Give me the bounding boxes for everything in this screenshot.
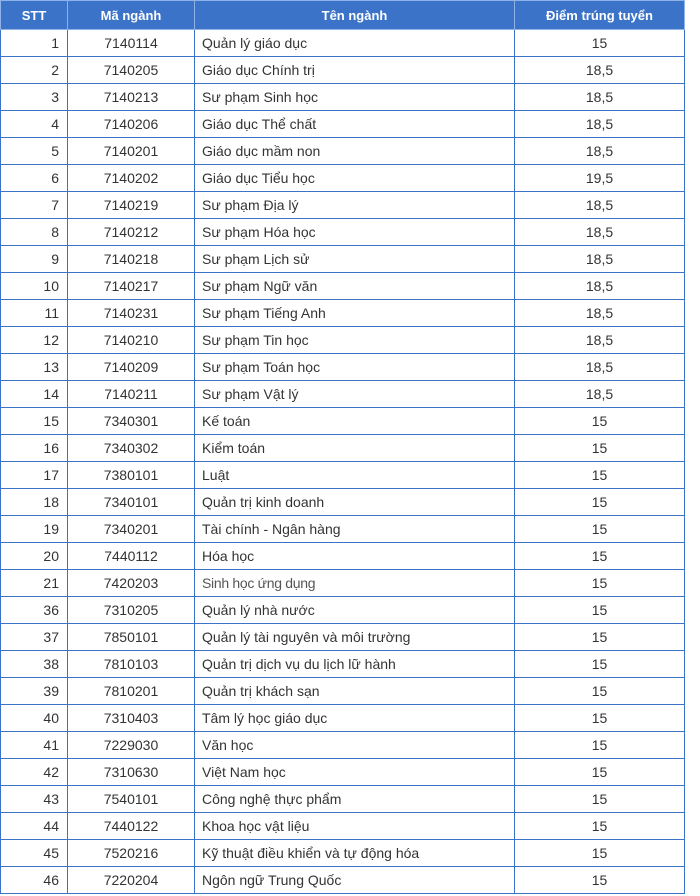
row-stt: 16 bbox=[1, 435, 68, 462]
row-stt: 19 bbox=[1, 516, 68, 543]
row-score: 18,5 bbox=[515, 192, 685, 219]
row-name: Sư phạm Sinh học bbox=[195, 84, 515, 111]
row-stt: 18 bbox=[1, 489, 68, 516]
row-code: 7310205 bbox=[68, 597, 195, 624]
table-row bbox=[1, 300, 685, 327]
row-score: 15 bbox=[515, 408, 685, 435]
table-row bbox=[1, 354, 685, 381]
row-score: 18,5 bbox=[515, 327, 685, 354]
row-name: Công nghệ thực phẩm bbox=[195, 786, 515, 813]
row-score: 15 bbox=[515, 489, 685, 516]
row-score: 15 bbox=[515, 570, 685, 597]
row-code: 7140210 bbox=[68, 327, 195, 354]
table-row bbox=[1, 273, 685, 300]
row-name: Sư phạm Tin học bbox=[195, 327, 515, 354]
row-code: 7340302 bbox=[68, 435, 195, 462]
row-stt: 2 bbox=[1, 57, 68, 84]
row-score: 15 bbox=[515, 759, 685, 786]
row-stt: 38 bbox=[1, 651, 68, 678]
row-name: Hóa học bbox=[195, 543, 515, 570]
row-name: Tâm lý học giáo dục bbox=[195, 705, 515, 732]
row-code: 7540101 bbox=[68, 786, 195, 813]
table-row bbox=[1, 246, 685, 273]
row-name: Sư phạm Ngữ văn bbox=[195, 273, 515, 300]
row-code: 7140231 bbox=[68, 300, 195, 327]
table-body bbox=[1, 30, 685, 894]
row-stt: 40 bbox=[1, 705, 68, 732]
row-name: Sư phạm Vật lý bbox=[195, 381, 515, 408]
table-row bbox=[1, 111, 685, 138]
row-code: 7140218 bbox=[68, 246, 195, 273]
row-name: Giáo dục Thể chất bbox=[195, 111, 515, 138]
row-score: 15 bbox=[515, 705, 685, 732]
row-name: Sư phạm Hóa học bbox=[195, 219, 515, 246]
row-stt: 39 bbox=[1, 678, 68, 705]
row-score: 15 bbox=[515, 624, 685, 651]
row-code: 7810201 bbox=[68, 678, 195, 705]
row-code: 7310403 bbox=[68, 705, 195, 732]
row-name: Giáo dục Chính trị bbox=[195, 57, 515, 84]
row-score: 15 bbox=[515, 30, 685, 57]
header-name: Tên ngành bbox=[195, 1, 515, 30]
table-row bbox=[1, 327, 685, 354]
row-score: 18,5 bbox=[515, 300, 685, 327]
table-row bbox=[1, 786, 685, 813]
row-score: 18,5 bbox=[515, 273, 685, 300]
row-stt: 44 bbox=[1, 813, 68, 840]
row-score: 18,5 bbox=[515, 381, 685, 408]
row-score: 15 bbox=[515, 543, 685, 570]
row-stt: 6 bbox=[1, 165, 68, 192]
row-score: 19,5 bbox=[515, 165, 685, 192]
row-name: Quản trị khách sạn bbox=[195, 678, 515, 705]
table-row bbox=[1, 543, 685, 570]
table-row bbox=[1, 813, 685, 840]
row-code: 7140213 bbox=[68, 84, 195, 111]
row-code: 7440122 bbox=[68, 813, 195, 840]
table-row bbox=[1, 570, 685, 597]
table-row bbox=[1, 705, 685, 732]
row-code: 7140219 bbox=[68, 192, 195, 219]
table-row bbox=[1, 624, 685, 651]
row-code: 7440112 bbox=[68, 543, 195, 570]
row-stt: 43 bbox=[1, 786, 68, 813]
table-row bbox=[1, 30, 685, 57]
row-code: 7140206 bbox=[68, 111, 195, 138]
row-name: Tài chính - Ngân hàng bbox=[195, 516, 515, 543]
row-score: 18,5 bbox=[515, 354, 685, 381]
row-name: Giáo dục Tiểu học bbox=[195, 165, 515, 192]
table-row bbox=[1, 408, 685, 435]
row-score: 18,5 bbox=[515, 138, 685, 165]
row-stt: 7 bbox=[1, 192, 68, 219]
row-stt: 15 bbox=[1, 408, 68, 435]
row-score: 15 bbox=[515, 678, 685, 705]
row-code: 7220204 bbox=[68, 867, 195, 894]
row-code: 7140211 bbox=[68, 381, 195, 408]
row-score: 15 bbox=[515, 813, 685, 840]
table-row bbox=[1, 597, 685, 624]
row-stt: 46 bbox=[1, 867, 68, 894]
row-name: Quản lý nhà nước bbox=[195, 597, 515, 624]
table-row bbox=[1, 651, 685, 678]
row-code: 7420203 bbox=[68, 570, 195, 597]
table-row bbox=[1, 732, 685, 759]
row-score: 15 bbox=[515, 516, 685, 543]
table-row bbox=[1, 462, 685, 489]
row-stt: 5 bbox=[1, 138, 68, 165]
row-name: Khoa học vật liệu bbox=[195, 813, 515, 840]
row-stt: 9 bbox=[1, 246, 68, 273]
header-row bbox=[1, 1, 685, 30]
row-stt: 21 bbox=[1, 570, 68, 597]
table-row bbox=[1, 192, 685, 219]
row-name: Quản trị dịch vụ du lịch lữ hành bbox=[195, 651, 515, 678]
row-name: Sư phạm Toán học bbox=[195, 354, 515, 381]
row-code: 7340201 bbox=[68, 516, 195, 543]
row-name: Ngôn ngữ Trung Quốc bbox=[195, 867, 515, 894]
row-code: 7310630 bbox=[68, 759, 195, 786]
row-name: Kiểm toán bbox=[195, 435, 515, 462]
table-row bbox=[1, 759, 685, 786]
row-stt: 14 bbox=[1, 381, 68, 408]
row-code: 7850101 bbox=[68, 624, 195, 651]
row-code: 7140202 bbox=[68, 165, 195, 192]
row-code: 7810103 bbox=[68, 651, 195, 678]
table-row bbox=[1, 219, 685, 246]
row-code: 7140209 bbox=[68, 354, 195, 381]
table-row bbox=[1, 516, 685, 543]
row-code: 7340301 bbox=[68, 408, 195, 435]
row-stt: 41 bbox=[1, 732, 68, 759]
row-name: Quản lý tài nguyên và môi trường bbox=[195, 624, 515, 651]
row-code: 7229030 bbox=[68, 732, 195, 759]
row-name: Sư phạm Lịch sử bbox=[195, 246, 515, 273]
row-stt: 8 bbox=[1, 219, 68, 246]
row-stt: 36 bbox=[1, 597, 68, 624]
table-row bbox=[1, 84, 685, 111]
table-row bbox=[1, 381, 685, 408]
row-score: 18,5 bbox=[515, 246, 685, 273]
row-score: 15 bbox=[515, 786, 685, 813]
table-row bbox=[1, 435, 685, 462]
row-name: Kỹ thuật điều khiển và tự động hóa bbox=[195, 840, 515, 867]
row-code: 7140217 bbox=[68, 273, 195, 300]
row-name: Sư phạm Tiếng Anh bbox=[195, 300, 515, 327]
row-score: 15 bbox=[515, 867, 685, 894]
row-code: 7140114 bbox=[68, 30, 195, 57]
row-stt: 12 bbox=[1, 327, 68, 354]
row-code: 7520216 bbox=[68, 840, 195, 867]
row-name: Sư phạm Địa lý bbox=[195, 192, 515, 219]
row-stt: 10 bbox=[1, 273, 68, 300]
header-score: Điểm trúng tuyển bbox=[515, 1, 685, 30]
row-stt: 45 bbox=[1, 840, 68, 867]
row-stt: 1 bbox=[1, 30, 68, 57]
row-stt: 37 bbox=[1, 624, 68, 651]
table-row bbox=[1, 489, 685, 516]
row-name: Sinh học ứng dụng bbox=[195, 570, 515, 597]
row-score: 15 bbox=[515, 597, 685, 624]
row-score: 18,5 bbox=[515, 57, 685, 84]
row-stt: 11 bbox=[1, 300, 68, 327]
row-score: 15 bbox=[515, 651, 685, 678]
row-stt: 4 bbox=[1, 111, 68, 138]
table-row bbox=[1, 165, 685, 192]
table-row bbox=[1, 57, 685, 84]
row-score: 18,5 bbox=[515, 111, 685, 138]
row-stt: 3 bbox=[1, 84, 68, 111]
row-score: 15 bbox=[515, 840, 685, 867]
row-name: Luật bbox=[195, 462, 515, 489]
row-code: 7340101 bbox=[68, 489, 195, 516]
table-row bbox=[1, 678, 685, 705]
row-score: 15 bbox=[515, 435, 685, 462]
row-score: 18,5 bbox=[515, 219, 685, 246]
row-code: 7140201 bbox=[68, 138, 195, 165]
row-name: Kế toán bbox=[195, 408, 515, 435]
row-stt: 17 bbox=[1, 462, 68, 489]
row-name: Quản trị kinh doanh bbox=[195, 489, 515, 516]
row-code: 7140205 bbox=[68, 57, 195, 84]
row-name: Quản lý giáo dục bbox=[195, 30, 515, 57]
row-stt: 20 bbox=[1, 543, 68, 570]
row-name: Giáo dục mầm non bbox=[195, 138, 515, 165]
table-row bbox=[1, 138, 685, 165]
row-score: 15 bbox=[515, 462, 685, 489]
header-stt: STT bbox=[1, 1, 68, 30]
table-row bbox=[1, 867, 685, 894]
row-stt: 13 bbox=[1, 354, 68, 381]
header-code: Mã ngành bbox=[68, 1, 195, 30]
row-code: 7380101 bbox=[68, 462, 195, 489]
row-score: 18,5 bbox=[515, 84, 685, 111]
row-name: Văn học bbox=[195, 732, 515, 759]
row-name: Việt Nam học bbox=[195, 759, 515, 786]
row-score: 15 bbox=[515, 732, 685, 759]
row-code: 7140212 bbox=[68, 219, 195, 246]
row-stt: 42 bbox=[1, 759, 68, 786]
table-row bbox=[1, 840, 685, 867]
